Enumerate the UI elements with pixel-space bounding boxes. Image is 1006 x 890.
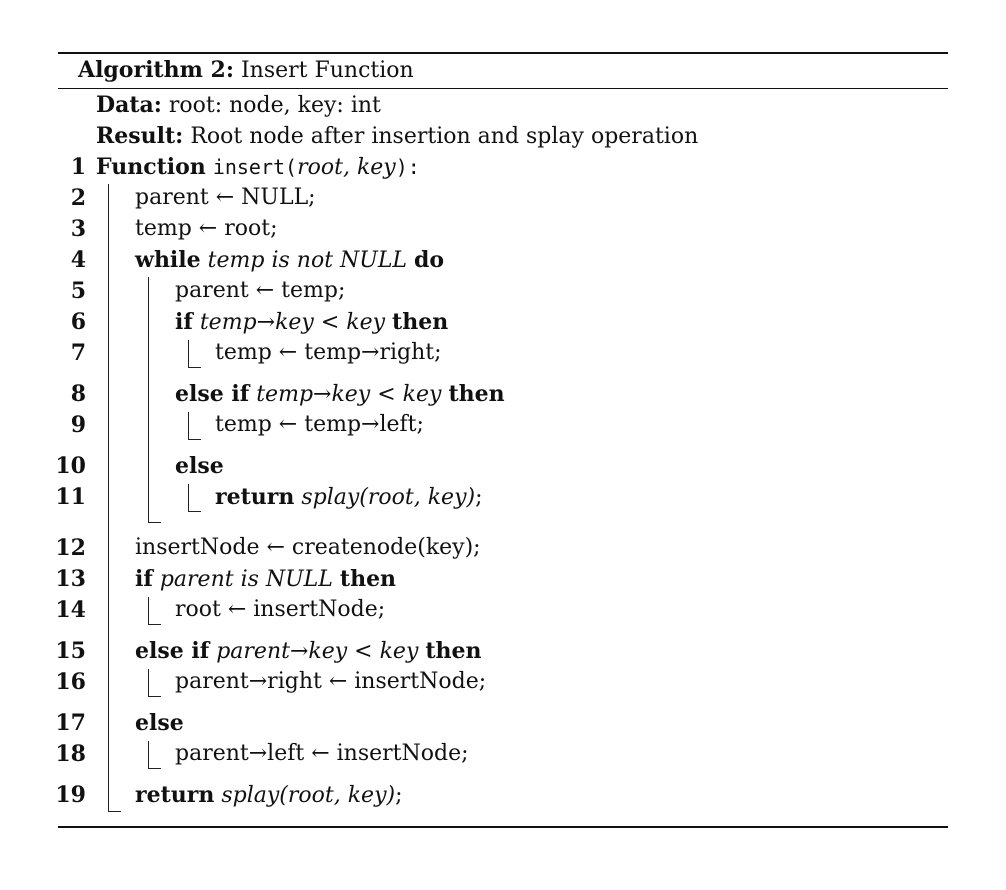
code-line-3: temp ← root;	[135, 216, 278, 241]
line-number: 4	[70, 247, 86, 273]
data-line	[96, 90, 381, 120]
function-close: ):	[395, 155, 420, 179]
line-number: 3	[70, 216, 86, 242]
line-number: 8	[70, 381, 86, 407]
if-parent-block-line	[148, 597, 149, 625]
else-if-parent-block-line	[148, 669, 149, 697]
else-block-end	[188, 511, 201, 512]
code-line-7: temp ← temp→right;	[215, 340, 442, 365]
if-parent-line	[135, 564, 396, 594]
line-number: 11	[55, 484, 86, 510]
if-line	[175, 307, 448, 337]
if-keyword: if	[135, 566, 153, 592]
return-expression: splay(root, key)	[301, 485, 476, 510]
data-text: root: node, key: int	[168, 93, 381, 118]
return-keyword: return	[215, 484, 295, 510]
code-line-12: insertNode ← createnode(key);	[135, 535, 481, 560]
result-label: Result:	[96, 123, 184, 149]
line-number: 2	[70, 185, 86, 211]
line-number: 7	[70, 340, 86, 366]
if-parent-condition: parent is NULL	[159, 567, 333, 592]
line-number: 19	[55, 782, 86, 808]
code-line-5: parent ← temp;	[175, 278, 346, 303]
line-number: 10	[55, 453, 86, 479]
while-condition: temp is not NULL	[207, 248, 408, 273]
if-keyword: if	[175, 309, 193, 335]
line-number: 16	[55, 669, 86, 695]
code-line-16: parent→right ← insertNode;	[175, 669, 487, 694]
else-if-line	[175, 379, 505, 409]
else-if-keyword: else if	[175, 381, 250, 407]
code-line-18: parent→left ← insertNode;	[175, 741, 469, 766]
else-if-block-line	[188, 412, 189, 440]
else-parent-block-end	[148, 768, 161, 769]
line-number: 5	[70, 278, 86, 304]
then-keyword: then	[392, 309, 449, 335]
code-line-9: temp ← temp→left;	[215, 412, 424, 437]
if-block-end	[188, 367, 201, 368]
do-keyword: do	[414, 247, 445, 273]
line-number: 13	[55, 566, 86, 592]
else-if-parent-block-end	[148, 696, 161, 697]
return-line-outer	[135, 780, 403, 810]
return-line-inner	[215, 482, 483, 512]
function-keyword: Function	[96, 154, 206, 180]
line-number: 14	[55, 597, 86, 623]
bottom-rule	[58, 826, 948, 828]
function-block-end	[108, 811, 121, 812]
algorithm-caption	[78, 55, 414, 85]
top-rule	[58, 52, 948, 54]
else-parent-line	[135, 708, 184, 738]
line-number: 6	[70, 309, 86, 335]
then-keyword: then	[425, 638, 482, 664]
caption-rule	[58, 88, 948, 89]
function-block-line	[108, 184, 109, 812]
function-args: root, key	[297, 155, 396, 180]
code-line-14: root ← insertNode;	[175, 597, 386, 622]
code-line-2: parent ← NULL;	[135, 185, 316, 210]
else-if-parent-line	[135, 636, 482, 666]
then-keyword: then	[339, 566, 397, 592]
if-condition: temp→key < key	[199, 310, 386, 335]
else-if-keyword: else if	[135, 638, 210, 664]
line-number: 15	[55, 638, 86, 664]
return-semicolon: ;	[475, 485, 483, 510]
else-line	[175, 451, 224, 481]
data-label: Data:	[96, 92, 162, 118]
return-expression: splay(root, key)	[221, 783, 396, 808]
else-if-parent-condition: parent→key < key	[216, 639, 419, 664]
line-number: 17	[55, 710, 86, 736]
while-block-end	[148, 522, 161, 523]
else-parent-block-line	[148, 741, 149, 769]
else-if-condition: temp→key < key	[256, 382, 442, 407]
caption-title: Insert Function	[240, 58, 414, 83]
else-block-line	[188, 484, 189, 512]
while-keyword: while	[135, 247, 201, 273]
if-parent-block-end	[148, 624, 161, 625]
else-if-block-end	[188, 439, 201, 440]
return-semicolon: ;	[395, 783, 403, 808]
line-number: 9	[70, 412, 86, 438]
if-block-line	[188, 340, 189, 368]
return-keyword: return	[135, 782, 215, 808]
while-block-line	[148, 277, 149, 523]
function-name: insert(	[212, 155, 298, 179]
result-text: Root node after insertion and splay operation	[190, 124, 699, 149]
else-keyword: else	[135, 710, 184, 736]
caption-label: Algorithm 2:	[78, 57, 234, 83]
then-keyword: then	[448, 381, 505, 407]
else-keyword: else	[175, 453, 224, 479]
function-header	[96, 152, 420, 182]
line-number: 12	[55, 535, 86, 561]
line-number: 18	[55, 741, 86, 767]
result-line	[96, 121, 698, 151]
line-number: 1	[70, 154, 86, 180]
while-line	[135, 245, 444, 275]
